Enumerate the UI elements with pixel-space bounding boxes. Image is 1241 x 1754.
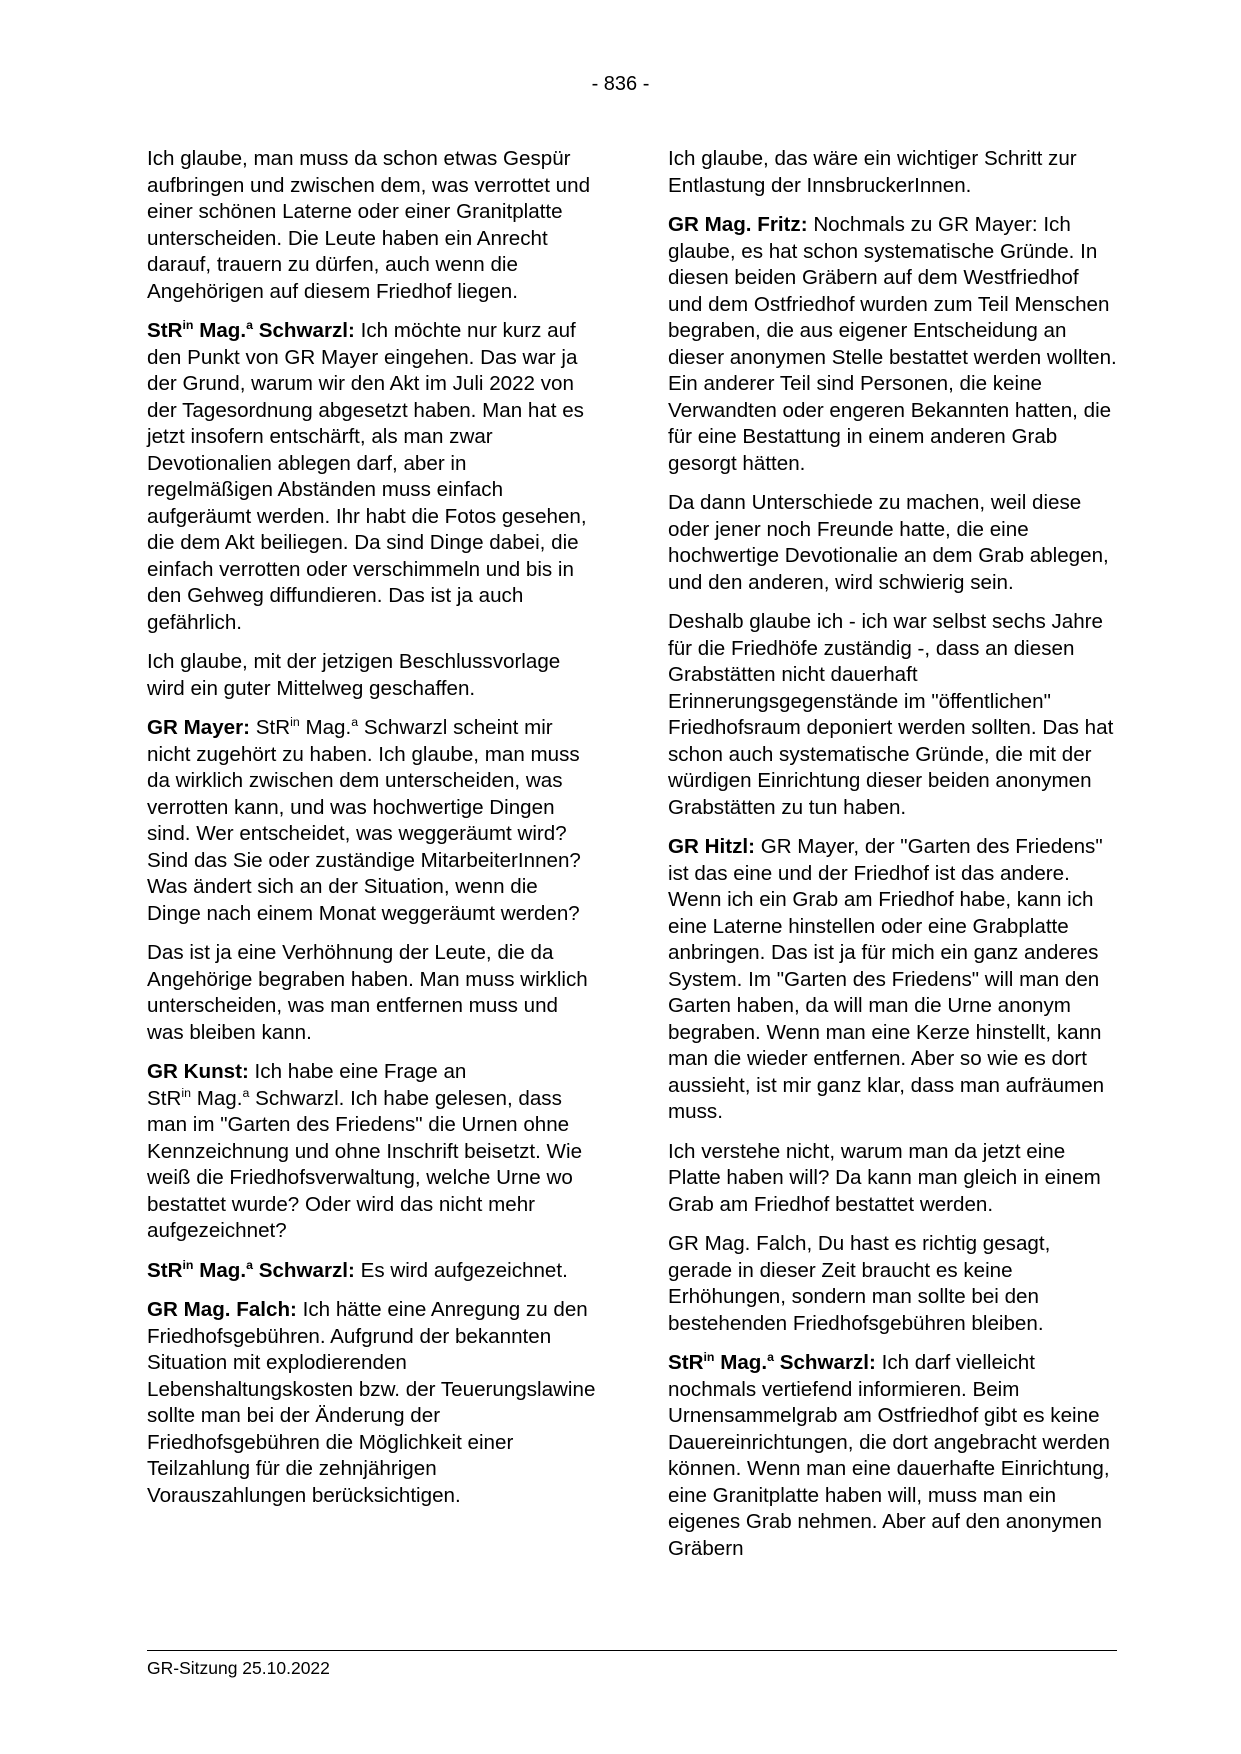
paragraph: StR$^{in}$ Mag.$^a$ Schwarzl: Es wird aufgezeichnet. xyxy=(147,1257,568,1282)
speaker-label: StR$^{in}$ Mag.$^a$ Schwarzl: xyxy=(147,1257,355,1282)
paragraph: Ich glaube, mit der jetzigen Beschlussvorlage wird ein guter Mittelweg geschaffen. xyxy=(147,650,561,700)
paragraph: GR Mag. Falch: Ich hätte eine Anregung zu den Friedhofsgebühren. Aufgrund der bekannten Situation mit explodierenden Lebenshaltungskosten bzw. der Teuerungslawine sollte man bei der Änderung der Friedhofsgebühren die Möglichkeit einer Teilzahlung für die zehnjährigen Vorauszahlungen berücksichtigen. xyxy=(147,1298,596,1507)
speaker-label: GR Mag. Falch: xyxy=(147,1298,297,1321)
paragraph: Deshalb glaube ich - ich war selbst sechs Jahre für die Friedhöfe zuständig -, dass an diesen Grabstätten nicht dauerhaft Erinnerungsgegenstände im "öffentlichen" Friedhofsraum deponiert werden sollten. Das hat schon auch systematische Gründe, die mit der würdigen Einrichtung dieser beiden anonymen Grabstätten zu tun haben. xyxy=(668,610,1114,819)
speaker-label: StR$^{in}$ Mag.$^a$ Schwarzl: xyxy=(147,318,355,342)
paragraph: Da dann Unterschiede zu machen, weil diese oder jener noch Freunde hatte, die eine hochwertige Devotionalie an dem Grab ablegen, und den anderen, wird schwierig sein. xyxy=(668,491,1109,594)
paragraph: GR Mayer: StR$^{in}$ Mag.$^a$ Schwarzl scheint mir nicht zugehört zu haben. Ich glaube, man muss da wirklich zwischen dem unterscheiden, was verrotten kann, und was hochwertige Dingen sind. Wer entscheidet, was weggeräumt wird? Sind das Sie oder zuständige MitarbeiterInnen? Was ändert sich an der Situation, wenn die Dinge nach einem Monat weggeräumt werden? xyxy=(147,715,581,925)
paragraph: GR Mag. Fritz: Nochmals zu GR Mayer: Ich glaube, es hat schon systematische Gründe. In diesen beiden Gräbern auf dem Westfriedhof und dem Ostfriedhof wurden zum Teil Menschen begraben, die aus eigener Entscheidung an dieser anonymen Stelle bestattet werden wollten. Ein anderer Teil sind Personen, die keine Verwandten oder engeren Bekannten hatten, die für eine Bestattung in einem anderen Grab gesorgt hätten. xyxy=(668,213,1117,475)
page-number: - 836 - xyxy=(591,73,650,95)
paragraph: GR Mag. Falch, Du hast es richtig gesagt, gerade in dieser Zeit braucht es keine Erhöhungen, sondern man sollte bei den bestehenden Friedhofsgebühren bleiben. xyxy=(668,1232,1051,1335)
paragraph: StR$^{in}$ Mag.$^a$ Schwarzl: Ich möchte nur kurz auf den Punkt von GR Mayer eingehen. Das war ja der Grund, warum wir den Akt im Juli 2022 von der Tagesordnung abgesetzt haben. Man hat es jetzt insofern entschärft, als man zwar Devotionalien ablegen darf, aber in regelmäßigen Abständen muss einfach aufgeräumt werden. Ihr habt die Fotos gesehen, die dem Akt beiliegen. Da sind Dinge dabei, die einfach verrotten oder verschimmeln und bis in den Gehweg diffundieren. Das ist ja auch gefährlich. xyxy=(147,318,587,634)
paragraph: GR Kunst: Ich habe eine Frage an StR$^{in}$ Mag.$^a$ Schwarzl. Ich habe gelesen, dass man im "Garten des Friedens" die Urnen ohne Kennzeichnung und ohne Inschrift beisetzt. Wie weiß die Friedhofsverwaltung, welche Urne wo bestattet wurde? Oder wird das nicht mehr aufgezeichnet? xyxy=(147,1060,583,1242)
speaker-label: GR Kunst: xyxy=(147,1060,249,1083)
speaker-label: GR Mag. Fritz: xyxy=(668,213,808,236)
footer-session-date: GR-Sitzung 25.10.2022 xyxy=(147,1658,330,1678)
paragraph: Ich glaube, das wäre ein wichtiger Schritt zur Entlastung der InnsbruckerInnen. xyxy=(668,147,1077,197)
paragraph: Ich glaube, man muss da schon etwas Gespür aufbringen und zwischen dem, was verrottet und einer schönen Laterne oder einer Granitplatte unterscheiden. Die Leute haben ein Anrecht darauf, trauern zu dürfen, auch wenn die Angehörigen auf diesem Friedhof liegen. xyxy=(147,147,591,303)
footer-divider xyxy=(147,1650,1117,1651)
paragraph: Ich verstehe nicht, warum man da jetzt eine Platte haben will? Da kann man gleich in einem Grab am Friedhof bestattet werden. xyxy=(668,1139,1101,1216)
speaker-label: GR Mayer: xyxy=(147,716,250,739)
right-column xyxy=(668,146,1118,1575)
speaker-label: StR$^{in}$ Mag.$^a$ Schwarzl: xyxy=(668,1350,876,1374)
paragraph: GR Hitzl: GR Mayer, der "Garten des Friedens" ist das eine und der Friedhof ist das andere. Wenn ich ein Grab am Friedhof habe, kann ich eine Laterne hinstellen oder eine Grabplatte anbringen. Das ist ja für mich ein ganz anderes System. Im "Garten des Friedens" will man den Garten haben, da will man die Urne anonym begraben. Wenn man eine Kerze hinstellt, kann man die wieder entfernen. Aber so wie es dort aussieht, ist mir ganz klar, dass man aufräumen muss. xyxy=(668,835,1105,1123)
left-column xyxy=(147,146,597,1522)
paragraph: StR$^{in}$ Mag.$^a$ Schwarzl: Ich darf vielleicht nochmals vertiefend informieren. Beim Urnensammelgrab am Ostfriedhof gibt es keine Dauereinrichtungen, die dort angebracht werden können. Wenn man eine dauerhafte Einrichtung, eine Granitplatte haben will, muss man ein eigenes Grab nehmen. Aber auf den anonymen Gräbern xyxy=(668,1350,1110,1560)
speaker-label: GR Hitzl: xyxy=(668,835,755,858)
paragraph: Das ist ja eine Verhöhnung der Leute, die da Angehörige begraben haben. Man muss wirklich unterscheiden, was man entfernen muss und was bleiben kann. xyxy=(147,941,588,1044)
